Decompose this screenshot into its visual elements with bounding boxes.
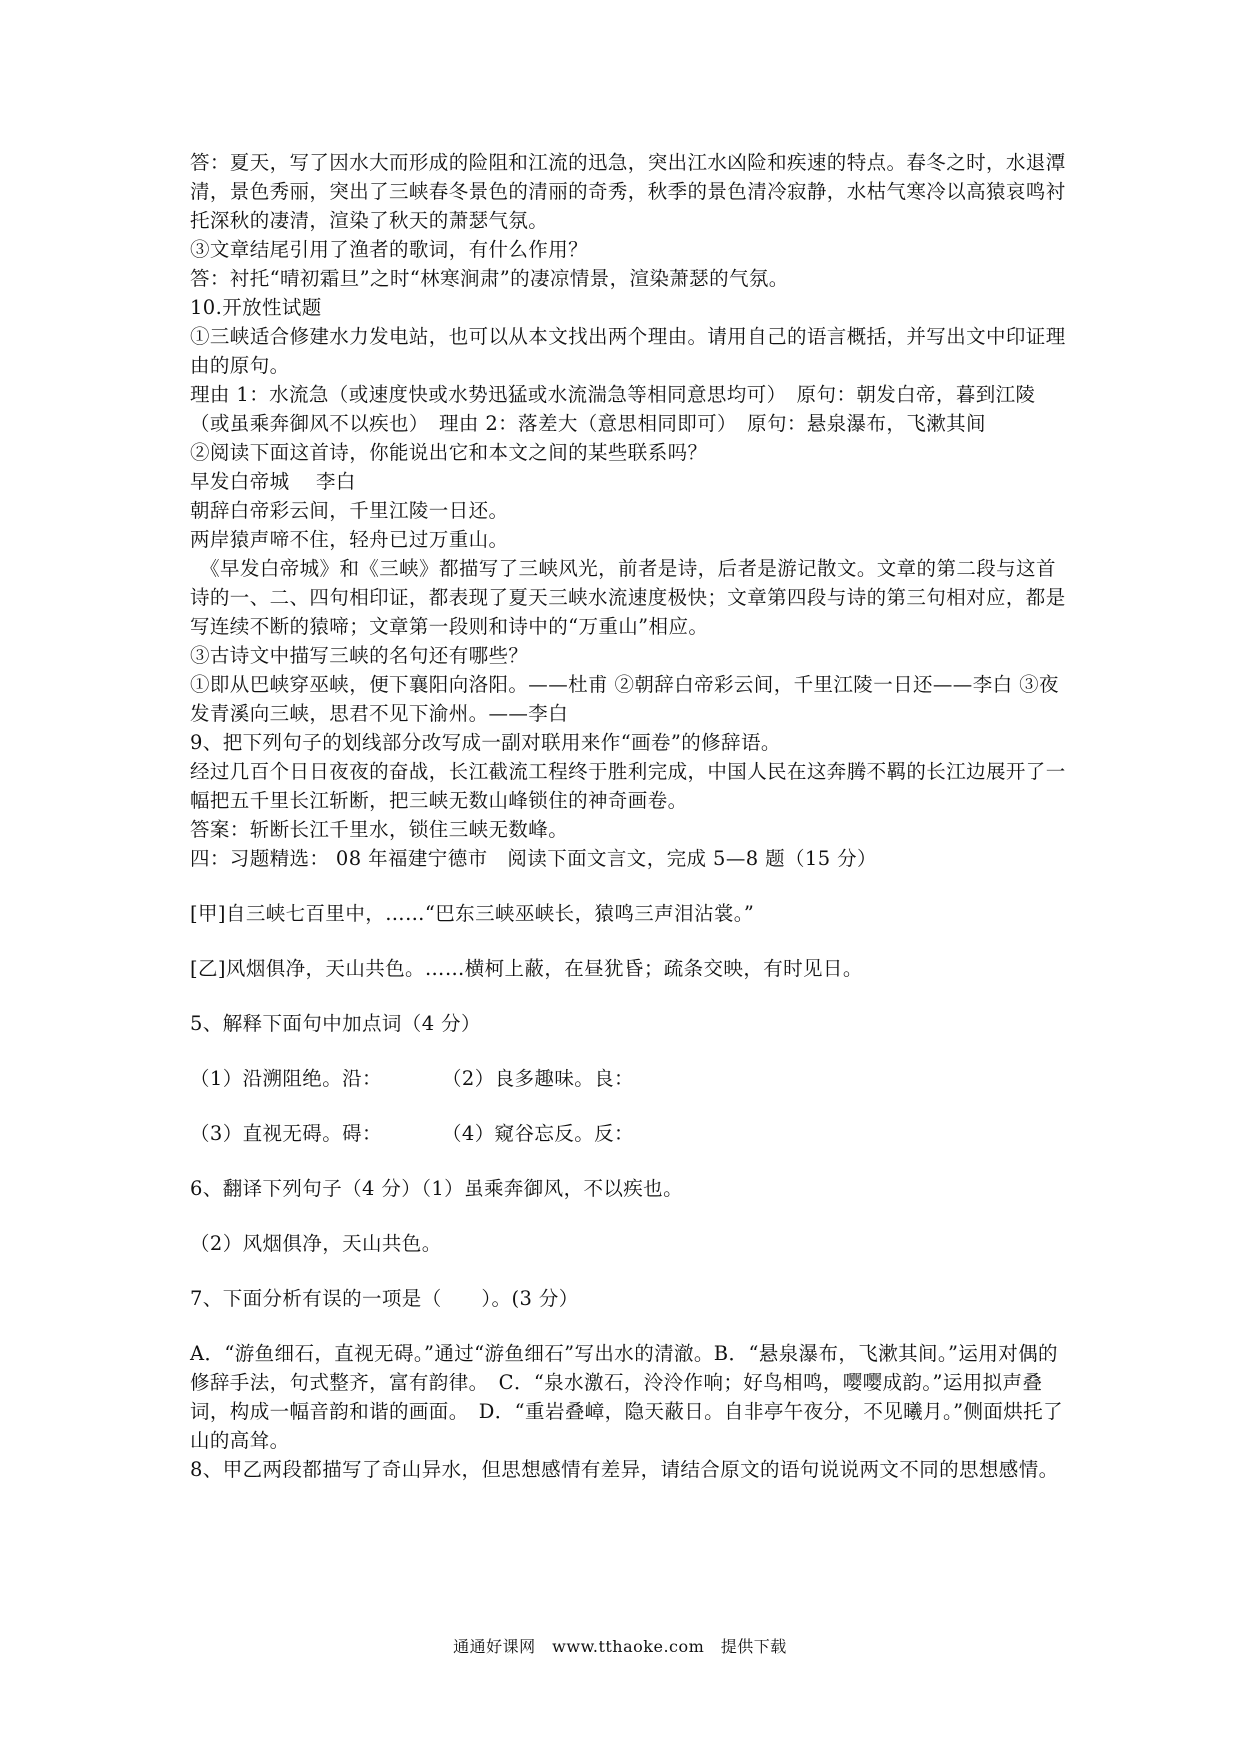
answer-paragraph: 答：夏天，写了因水大而形成的险阻和江流的迅急，突出江水凶险和疾速的特点。春冬之时，水退潭清，景色秀丽，突出了三峡春冬景色的清丽的奇秀，秋季的景色清冷寂静，水枯气寒冷以高猿哀鸣衬托深秋的凄清，渲染了秋天的萧瑟气氛。 xyxy=(190,151,1066,232)
question-paragraph: 8、甲乙两段都描写了奇山异水，但思想感情有差异，请结合原文的语句说说两文不同的思想感情。 xyxy=(190,1458,1059,1481)
poem-line: 两岸猿声啼不住，轻舟已过万重山。 xyxy=(190,528,509,551)
document-body xyxy=(190,148,1070,1484)
question-paragraph: ①三峡适合修建水力发电站，也可以从本文找出两个理由。请用自己的语言概括，并写出文中印证理由的原句。 xyxy=(190,325,1066,377)
question-line: 9、把下列句子的划线部分改写成一副对联用来作“画卷”的修辞语。 xyxy=(190,731,781,754)
question-line: 5、解释下面句中加点词（4 分） xyxy=(190,1012,481,1035)
passage-b: [乙]风烟俱净，天山共色。……横柯上蔽，在昼犹昏；疏条交映，有时见日。 xyxy=(190,957,863,980)
answer-line: 答案：斩断长江千里水，锁住三峡无数峰。 xyxy=(190,818,569,841)
section-heading: 10.开放性试题 xyxy=(190,296,322,319)
question-line: ③文章结尾引用了渔者的歌词，有什么作用？ xyxy=(190,238,589,261)
question-paragraph: 经过几百个日日夜夜的奋战，长江截流工程终于胜利完成，中国人民在这奔腾不羁的长江边展开了一幅把五千里长江斩断，把三峡无数山峰锁住的神奇画卷。 xyxy=(190,760,1066,812)
question-line: ②阅读下面这首诗，你能说出它和本文之间的某些联系吗？ xyxy=(190,441,708,464)
question-line: 7、下面分析有误的一项是（ ）。(3 分） xyxy=(190,1287,579,1310)
answer-paragraph: ①即从巴峡穿巫峡，便下襄阳向洛阳。——杜甫 ②朝辞白帝彩云间，千里江陵一日还——李白 ③夜发青溪向三峡，思君不见下渝州。——李白 xyxy=(190,673,1059,725)
answer-paragraph: 《早发白帝城》和《三峡》都描写了三峡风光，前者是诗，后者是游记散文。文章的第二段与这首诗的一、二、四句相印证，都表现了夏天三峡水流速度极快；文章第四段与诗的第三句相对应，都是写连续不断的猿啼；文章第一段则和诗中的“万重山”相应。 xyxy=(190,557,1066,638)
passage-a: [甲]自三峡七百里中，……“巴东三峡巫峡长，猿鸣三声泪沾裳。” xyxy=(190,902,755,925)
options-paragraph: A．“游鱼细石，直视无碍。”通过“游鱼细石”写出水的清澈。B．“悬泉瀑布，飞漱其间。”运用对偶的修辞手法，句式整齐，富有韵律。 C．“泉水激石，泠泠作响；好鸟相鸣，嘤嘤成韵。”运用拟声叠词，构成一幅音韵和谐的画面。 D．“重岩叠嶂，隐天蔽日。自非亭午夜分，不见曦月。”侧面烘托了山的高耸。 xyxy=(190,1342,1063,1452)
sub-question-line: （2）风烟俱净，天山共色。 xyxy=(190,1232,442,1255)
sub-question-line: （3）直视无碍。碍： （4）窥谷忘反。反： xyxy=(190,1122,634,1145)
answer-paragraph: 理由 1：水流急（或速度快或水势迅猛或水流湍急等相同意思均可） 原句：朝发白帝，暮到江陵（或虽乘奔御风不以疾也） 理由 2：落差大（意思相同即可） 原句：悬泉瀑布，飞漱其间 xyxy=(190,383,1036,435)
poem-title: 早发白帝城 李白 xyxy=(190,470,356,493)
answer-line: 答：衬托“晴初霜旦”之时“林寒涧肃”的凄凉情景，渲染萧瑟的气氛。 xyxy=(190,267,789,290)
question-line: 6、翻译下列句子（4 分）（1）虽乘奔御风，不以疾也。 xyxy=(190,1177,683,1200)
poem-line: 朝辞白帝彩云间，千里江陵一日还。 xyxy=(190,499,509,522)
section-heading: 四：习题精选： 08 年福建宁德市 阅读下面文言文，完成 5—8 题（15 分） xyxy=(190,847,877,870)
page-footer: 通通好课网 www.tthaoke.com 提供下载 xyxy=(453,1637,787,1656)
sub-question-line: （1）沿溯阻绝。沿： （2）良多趣味。良： xyxy=(190,1067,634,1090)
question-line: ③古诗文中描写三峡的名句还有哪些？ xyxy=(190,644,529,667)
